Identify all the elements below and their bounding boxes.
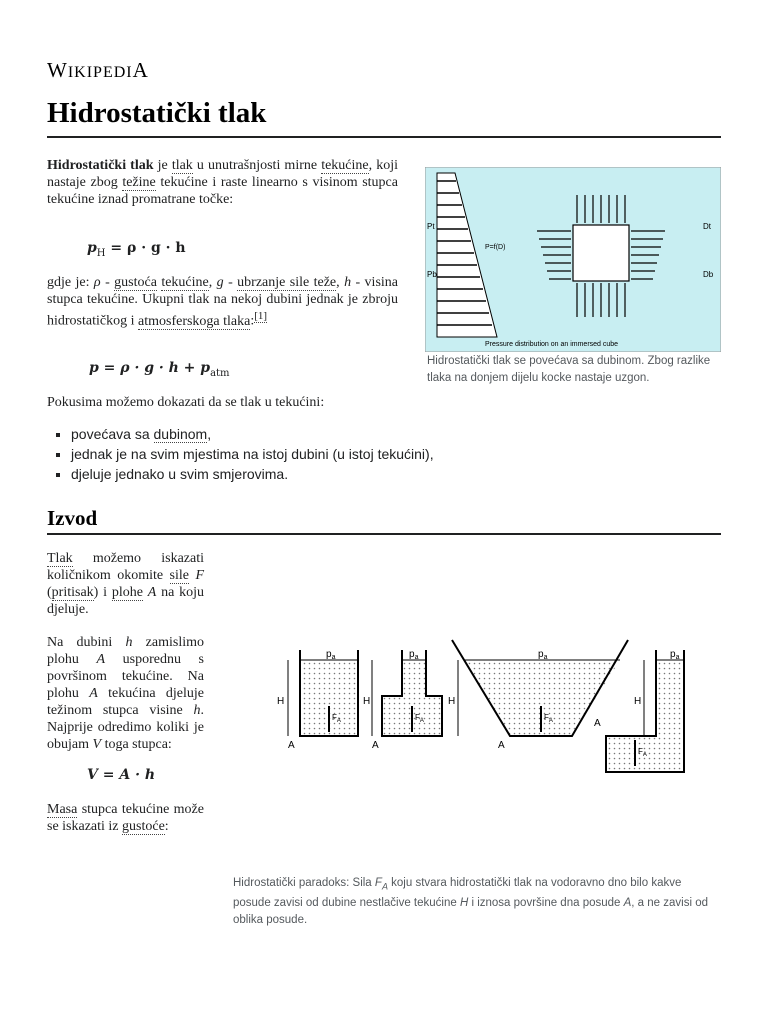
text: usporednu s površinom tekućine. Na plohu [47, 652, 204, 701]
symbol-a: A [147, 585, 157, 600]
label-a: A [594, 718, 601, 729]
text: i iznosa površine dna posude [468, 897, 624, 910]
hydrostatic-paradox-figure[interactable] [272, 636, 702, 778]
figure1-caption: Hidrostatički tlak se povećava sa dubinom. Zbog razlike tlaka na donjem dijelu kocke nastaje uzgon. [427, 355, 711, 384]
text: je [153, 158, 172, 173]
formula-volume: V = A · h [87, 767, 156, 783]
text: povećava sa [71, 426, 154, 442]
izvod-paragraph-1 [47, 550, 204, 618]
intro-paragraph [47, 157, 398, 208]
logo-letters: IKIPEDI [67, 64, 133, 81]
figure2-caption [233, 875, 711, 929]
link-atmosferski-tlak[interactable]: atmosferskoga tlaka [138, 313, 251, 329]
link-tekucine[interactable]: tekućine [321, 158, 369, 173]
immersed-cube [573, 225, 629, 281]
formula-sub: atm [210, 367, 230, 379]
izvod-paragraph-2 [47, 634, 204, 753]
link-pritisak[interactable]: pritisak [51, 585, 94, 600]
text: . Najprije odredimo koliki je obujam [47, 703, 204, 752]
list-item [71, 424, 434, 444]
link-tlak-2[interactable]: Tlak [47, 551, 73, 566]
label-fa: $F_A$ [332, 713, 341, 724]
text: zamislimo plohu [47, 635, 204, 667]
wikipedia-logo[interactable] [47, 58, 149, 83]
list-item: ▪ djeluje jednako u svim smjerovima. [71, 464, 434, 484]
label-a: A [372, 740, 379, 751]
text: na koju djeluje. [47, 585, 204, 617]
text: , [336, 275, 345, 290]
label-fa: $F_A$ [415, 713, 424, 724]
text: stupca tekućine može se iskazati iz [47, 802, 204, 834]
page-title: Hidrostatički tlak [47, 97, 267, 129]
experiments-intro: Pokusima možemo dokazati da se tlak u tekućini: [47, 395, 325, 410]
label-fa: $F_A$ [544, 713, 553, 724]
force-arrows [329, 706, 635, 766]
text: Hidrostatički paradoks: Sila [233, 877, 375, 889]
symbol-h: h [193, 703, 201, 718]
link-dubinom[interactable]: dubinom [153, 426, 208, 442]
text: toga stupca: [101, 737, 172, 752]
formula-lhs: p = ρ · g · h + p [89, 360, 211, 376]
text: možemo iskazati količnikom okomite [47, 551, 204, 583]
title-divider [47, 136, 721, 138]
label-pb: Pb [427, 270, 437, 279]
reference-1[interactable]: [1] [254, 310, 268, 322]
link-sile[interactable]: sile [169, 568, 189, 583]
label-a: A [288, 740, 295, 751]
label-h: H [277, 696, 285, 707]
where-paragraph [47, 274, 398, 330]
label-pa: $p_a$ [538, 649, 548, 661]
formula-rhs: = ρ · g · h [105, 240, 186, 256]
text: tekućine i raste linearno s visinom stupca tekućine iznad promatrane točke: [47, 175, 398, 207]
link-ubrzanje[interactable]: ubrzanje sile teže [237, 275, 337, 290]
symbol-a: A [89, 686, 98, 701]
link-gustoca[interactable]: gustoća [114, 275, 157, 290]
formula-hydrostatic [87, 240, 186, 259]
link-tezine[interactable]: težine [122, 175, 156, 190]
label-pa: $p_a$ [670, 649, 680, 661]
symbol-h: h [125, 635, 133, 650]
label-pt: Pt [427, 222, 435, 231]
symbol-a: A [623, 897, 632, 910]
symbol-h: H [459, 897, 469, 910]
label-h: H [634, 696, 642, 707]
label-dt: Dt [703, 222, 711, 231]
label-pf: P=f(D) [485, 244, 506, 251]
text: : [164, 819, 169, 834]
symbol-v: V [92, 737, 102, 752]
text: u unutrašnjosti mirne [192, 158, 322, 173]
label-db: Db [703, 270, 714, 279]
list-item: ▪ jednak je na svim mjestima na istoj dubini (u istoj tekućini), [71, 444, 434, 464]
text: , a ne zavisi od oblika posude. [233, 897, 709, 927]
symbol-a: A [96, 652, 106, 667]
formula-total-pressure [89, 360, 230, 379]
label-pa: $p_a$ [326, 649, 336, 661]
link-tekucine-2[interactable]: tekućine [161, 275, 209, 290]
logo-letter: W [47, 58, 68, 82]
link-masa[interactable]: Masa [47, 802, 78, 817]
link-tlak[interactable]: tlak [171, 158, 193, 173]
text: koju stvara hidrostatički tlak na vodoravno dno bilo kakve posude zavisi od dubine nestlačive tekućine [233, 877, 682, 910]
label-h: H [448, 696, 456, 707]
text: ( [47, 585, 52, 600]
pressure-cube-figure[interactable] [425, 167, 721, 352]
text: gdje je: [47, 275, 94, 290]
text: : [250, 313, 255, 329]
label-fa: $F_A$ [638, 747, 647, 758]
symbol-rho: ρ [93, 275, 101, 290]
formula-sub: H [96, 247, 106, 259]
section-divider [47, 533, 721, 535]
figure-inner-caption: Pressure distribution on an immersed cube [485, 341, 619, 348]
bold-term: Hidrostatički tlak [47, 158, 154, 173]
text: tekućina djeluje težinom stupca visine [47, 686, 204, 718]
label-a: A [498, 740, 505, 751]
text: Na dubini [47, 635, 126, 650]
formula-lhs: p [87, 240, 97, 256]
bullet-list [47, 424, 434, 484]
symbol-g: g [216, 275, 224, 290]
label-h: H [363, 696, 371, 707]
link-gustoce[interactable]: gustoće [122, 819, 165, 834]
text: , koji nastaje zbog [47, 158, 398, 190]
text: - [223, 275, 238, 290]
symbol-f: F [374, 877, 382, 889]
text: ) i [93, 585, 112, 600]
izvod-paragraph-3 [47, 801, 204, 835]
link-plohe[interactable]: plohe [111, 585, 143, 600]
text: , [208, 275, 217, 290]
symbol-a-sub: A [381, 881, 388, 892]
symbol-h: h [344, 275, 352, 290]
text: - visina stupca tekućine. Ukupni tlak na nekoj dubini jednak je zbroju hidrostatičkog i [47, 275, 399, 329]
logo-letter-end: A [132, 58, 149, 82]
text: - [100, 275, 115, 290]
section-heading-izvod: Izvod [47, 506, 98, 530]
text: , [207, 426, 212, 442]
label-pa: $p_a$ [409, 649, 419, 661]
symbol-f: F [195, 568, 205, 583]
